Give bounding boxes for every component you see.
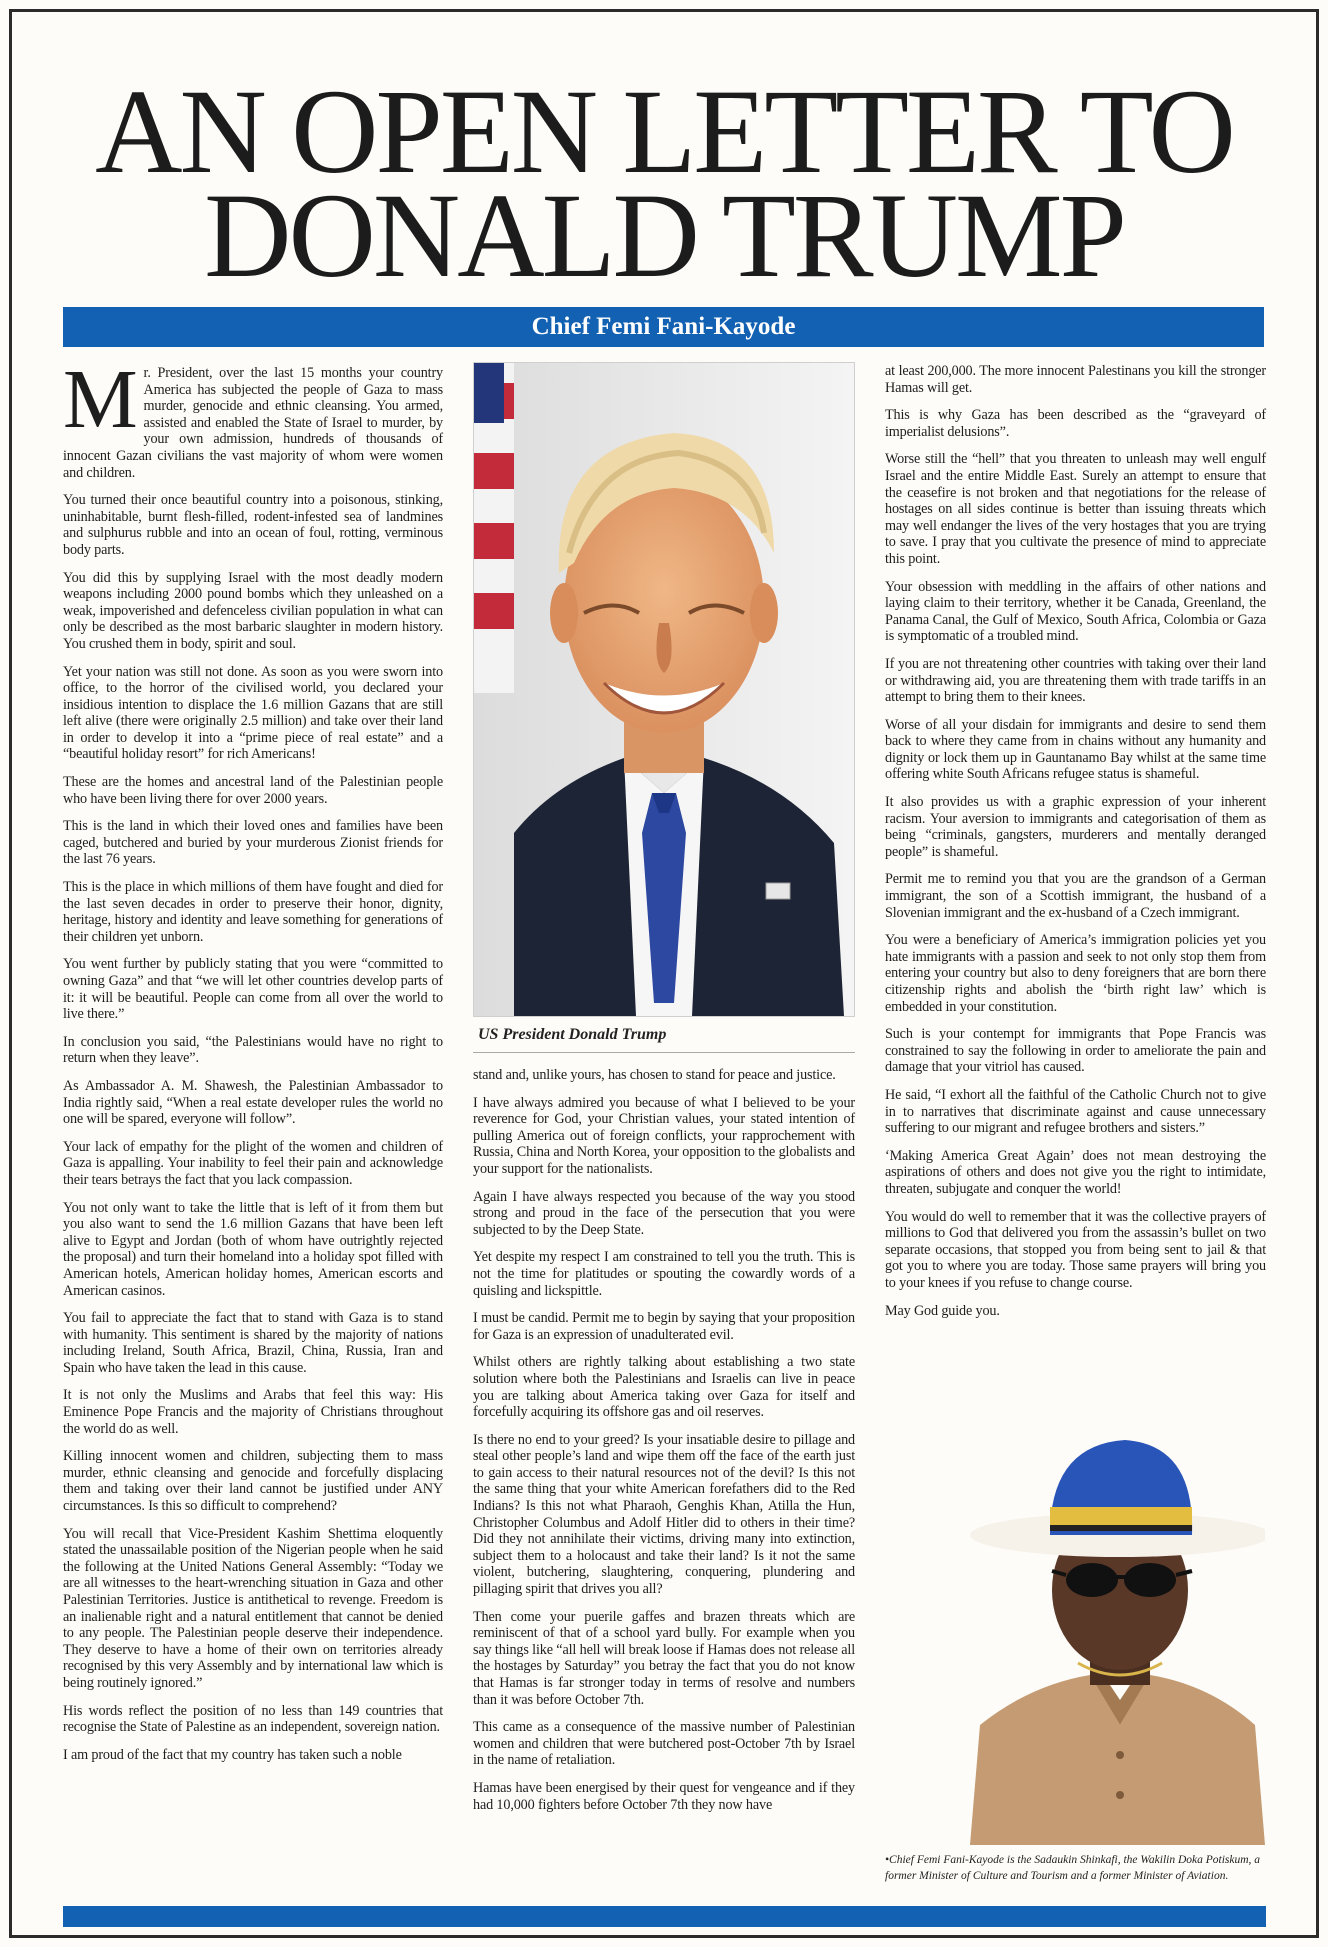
paragraph: You fail to appreciate the fact that to stand with Gaza is to stand with humanity. This sentiment is shared by the majority of nations including Ireland, South Africa, Brazil, China, Russia, Iran and Spain who have taken the lead in this cause. (63, 1310, 443, 1376)
trump-portrait (473, 362, 855, 1017)
paragraph: It also provides us with a graphic expression of your inherent racism. Your aversion to immigrants and categorisation of them as being “criminals, gangsters, murderers and mentally deranged people” is shameful. (885, 794, 1266, 860)
paragraph: Then come your puerile gaffes and brazen threats which are reminiscent of that of a school yard bully. For example when you say things like “all hell will break loose if Hamas does not release all the hostages by Saturday” you betray the fact that you do not know that Hamas is far stronger today in terms of resolve and numbers than it was before October 7th. (473, 1608, 855, 1708)
paragraph: You will recall that Vice-President Kashim Shettima eloquently stated the unassailable position of the Nigerian people when he said the following at the United Nations General Assembly: “Today we are all witnesses to the heart-wrenching situation in Gaza and other Palestinian Territories. Justice is antithetical to revenge. Freedom is an inalienable right and a natural entitlement that cannot be denied to any people. The Palestinian people deserve their independence. They deserve to have a home of their own on territories already recognised by this very Assembly and by international law which is being routinely ignored.” (63, 1525, 443, 1691)
paragraph: In conclusion you said, “the Palestinians would have no right to return when they leave”. (63, 1033, 443, 1067)
paragraph: It is not only the Muslims and Arabs that feel this way: His Eminence Pope Francis and the majority of Christians throughout the world do as well. (63, 1387, 443, 1437)
paragraph: Yet your nation was still not done. As soon as you were sworn into office, to the horror of the civilised world, you declared your insidious intention to displace the 1.6 million Gazans that are still left alive (there were originally 2.5 million) and take over their land in order to develop it into a “prime piece of real estate” and a “beautiful holiday resort” for rich Americans! (63, 663, 443, 763)
paragraph: These are the homes and ancestral land of the Palestinian people who have been living there for over 2000 years. (63, 774, 443, 807)
headline (40, 65, 1288, 303)
paragraph: at least 200,000. The more innocent Palestinans you kill the stronger Hamas will get. (885, 363, 1266, 396)
paragraph: I am proud of the fact that my country has taken such a noble (63, 1746, 402, 1763)
opening-paragraph (63, 353, 443, 481)
paragraph: This is why Gaza has been described as the “graveyard of imperialist delusions”. (885, 407, 1266, 440)
paragraph: Worse still the “hell” that you threaten to unleash may well engulf Israel and the entire Middle East. Surely an attempt to ensure that the ceasefire is not broken and that negotiations for the release of hostages on all sides continue is better than issuing threats which may well endanger the lives of the very hostages that you are trying to save. I pray that you cultivate the presence of mind to appreciate this point. (885, 451, 1266, 567)
paragraph: May God guide you. (885, 1302, 1000, 1319)
paragraph: You did this by supplying Israel with the most deadly modern weapons including 2000 pound bombs which they unleashed on a weak, impoverished and defenceless civilian population in what can only be described as the most barbaric slaughter in modern history. You crushed them in body, spirit and soul. (63, 569, 443, 652)
paragraph: Is there no end to your greed? Is your insatiable desire to pillage and steal other people’s land and wipe them off the face of the earth just to gain access to their natural resources not of the devil? Is this not the same thing that your white American forefathers did to the Red Indians? Is this not what Pharaoh, Genghis Khan, Atilla the Hun, Christopher Columbus and Adolf Hitler did to others in their time? Did they not annihilate their victims, driving many into extinction, subject them to a holocaust and take their land? Is it not the same violent, butchering, slaughtering, conquering, plundering and pillaging spirit that drives you all? (473, 1431, 855, 1598)
paragraph: Hamas have been energised by their quest for vengeance and if they had 10,000 fighters before October 7th they now have (473, 1779, 855, 1813)
headline-line-1: AN OPEN LETTER TO (95, 65, 1233, 199)
paragraph: I must be candid. Permit me to begin by saying that your proposition for Gaza is an expression of unadulterated evil. (473, 1310, 855, 1343)
portrait-illustration (474, 363, 854, 1016)
author-portrait (960, 1425, 1265, 1845)
paragraph: Such is your contempt for immigrants that Pope Francis was constrained to say the following in order to ameliorate the pain and damage that your vitriol has caused. (885, 1026, 1266, 1076)
drop-cap: M (63, 353, 138, 446)
article-column-1 (63, 353, 443, 1895)
paragraph: You not only want to take the little that is left of it from them but you also want to send the 1.6 million Gazans that have been left alive to Egypt and Jordan (both of whom have outrightly rejected the proposal) and turn their homeland into a holiday spot filled with American hotels, American holiday homes, American escorts and American casinos. (63, 1199, 443, 1299)
byline-bar (63, 307, 1264, 347)
paragraph: If you are not threatening other countries with taking over their land or withdrawing aid, you are threatening them with trade tariffs in an attempt to bring them to their knees. (885, 655, 1266, 706)
article-column-3 (885, 363, 1266, 1443)
paragraph: stand and, unlike yours, has chosen to stand for peace and justice. (473, 1067, 836, 1083)
author-illustration (960, 1425, 1265, 1845)
headline-line-2: DONALD TRUMP (204, 169, 1124, 303)
paragraph: Yet despite my respect I am constrained to tell you the truth. This is not the time for platitudes or spouting the cowardly words of a quisling and lickspittle. (473, 1249, 855, 1299)
paragraph: ‘Making America Great Again’ does not mean destroying the aspirations of others and does not give you the right to intimidate, threaten, subjugate and conquer the world! (885, 1147, 1266, 1197)
paragraph: His words reflect the position of no less than 149 countries that recognise the State of Palestine as an independent, sovereign nation. (63, 1702, 443, 1736)
paragraph: This is the land in which their loved ones and families have been caged, butchered and buried by your murderous Zionist friends for the last 76 years. (63, 818, 443, 868)
shirt (970, 1673, 1265, 1845)
hat (970, 1440, 1265, 1557)
footer-bar (63, 1906, 1266, 1927)
paragraph: Your obsession with meddling in the affairs of other nations and laying claim to their territory, whether it be Canada, Greenland, the Panama Canal, the Gulf of Mexico, South Africa, Colombia or Gaza is symptomatic of a troubled mind. (885, 578, 1266, 645)
paragraph: I have always admired you because of what I believed to be your reverence for God, your Christian values, your stated intention of pulling America out of foreign conflicts, your rapprochement with Russia, China and North Korea, your opposition to the globalists and your support for the nationalists. (473, 1094, 855, 1177)
paragraph: This came as a consequence of the massive number of Palestinian women and children that were butchered post-October 7th by Israel in the name of retaliation. (473, 1719, 855, 1769)
article-column-2 (473, 1067, 855, 1895)
paragraph: You were a beneficiary of America’s immigration policies yet you hate immigrants with a passion and seek to not only stop them from entering your country but also to deny foreigners that are born there citizenship rights and abolish the ‘birth right law’ which is embedded in your constitution. (885, 932, 1266, 1015)
paragraph: Killing innocent women and children, subjecting them to mass murder, ethnic cleansing and genocide and forcefully displacing them and taking over their land cannot be justified under ANY circumstances. Is this so difficult to comprehend? (63, 1448, 443, 1515)
paragraph: You turned their once beautiful country into a poisonous, stinking, uninhabitable, burnt flesh-filled, rodent-infested sea of landmines and sulphurus rubble and into an ocean of foul, rotting, verminous body parts. (63, 492, 443, 558)
caption-divider (473, 1052, 855, 1053)
paragraph: This is the place in which millions of them have fought and died for the last seven decades in order to preserve their honor, dignity, heritage, history and identity and leave something for generations of their children yet unborn. (63, 879, 443, 945)
paragraph: Again I have always respected you because of the way you stood strong and proud in the face of the persecution that you were subjected to by the Deep State. (473, 1188, 855, 1238)
paragraph: Whilst others are rightly talking about establishing a two state solution where both the Palestinians and Israelis can live in peace you are talking about America taking over Gaza for itself and forcefully acquiring its offshore gas and oil reserves. (473, 1354, 855, 1421)
paragraph: Permit me to remind you that you are the grandson of a German immigrant, the son of a Scottish immigrant, the husband of a Slovenian immigrant and the ex-husband of a Czech immigrant. (885, 871, 1266, 921)
author-bio-note: •Chief Femi Fani-Kayode is the Sadaukin Shinkafi, the Wakilin Doka Potiskum, a former Minister of Culture and Tourism and a former Minister of Aviation. (885, 1854, 1261, 1882)
photo-caption: US President Donald Trump (478, 1026, 667, 1043)
paragraph: You would do well to remember that it was the collective prayers of millions to God that delivered you from the assassin’s bullet on two separate occasions, that stopped you from being sent to jail & that got you to where you are today. Those same prayers will bring you to your knees if you refuse to change course. (885, 1208, 1266, 1291)
opening-paragraph-text: r. President, over the last 15 months your country America has subjected the people of Gaza to mass murder, genocide and ethnic cleansing. You armed, assisted and enabled the State of Israel to murder, by your own admission, hundreds of thousands of innocent Gazan civilians the vast majority of whom were women and children. (63, 365, 443, 481)
paragraph: As Ambassador A. M. Shawesh, the Palestinian Ambassador to India rightly said, “When a real estate developer rules the world no one will be spared, everyone will follow”. (63, 1077, 443, 1128)
paragraph: You went further by publicly stating that you were “committed to owning Gaza” and that “we will let other countries develop parts of it: it will be beautiful. People can come from all over the world to live there.” (63, 956, 443, 1023)
flag (474, 363, 514, 693)
paragraph: He said, “I exhort all the faithful of the Catholic Church not to give in to narratives that discriminate against and cause unnecessary suffering to our migrant and refugee brothers and sisters.” (885, 1086, 1266, 1137)
paragraph: Your lack of empathy for the plight of the women and children of Gaza is appalling. Your inability to feel their pain and acknowledge their tears betrays the fact that you lack compassion. (63, 1138, 443, 1188)
paragraph: Worse of all your disdain for immigrants and desire to send them back to where they came from in chains without any humanity and dignity or lock them up in Gauntanamo Bay whilst at the same time offering white South Africans refugee status is shameful. (885, 716, 1266, 783)
byline: Chief Femi Fani-Kayode (531, 313, 796, 340)
